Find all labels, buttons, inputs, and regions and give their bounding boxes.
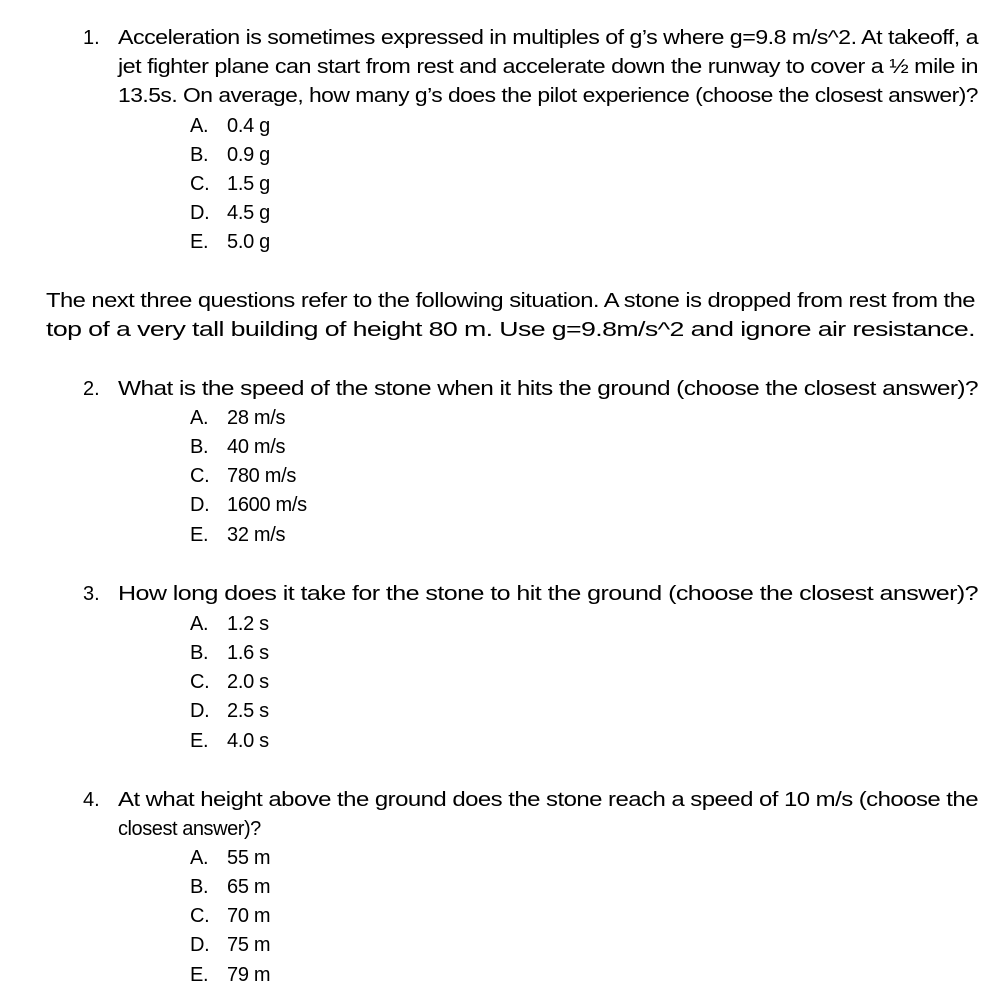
option-value: 1.5 g: [227, 173, 270, 195]
option-letter: E.: [190, 964, 209, 986]
option-value: 70 m: [227, 905, 271, 927]
question-text-line: closest answer)?: [118, 818, 261, 840]
option-letter: B.: [190, 436, 209, 458]
option-value: 5.0 g: [227, 231, 270, 253]
option-value: 28 m/s: [227, 407, 286, 429]
option-letter: D.: [190, 700, 210, 722]
option-value: 0.4 g: [227, 115, 270, 137]
question-number: 4.: [83, 789, 100, 811]
option-letter: A.: [190, 407, 209, 429]
option-letter: A.: [190, 847, 209, 869]
option-value: 75 m: [227, 934, 271, 956]
option-value: 1.6 s: [227, 642, 269, 664]
question-text-line: jet fighter plane can start from rest and accelerate down the runway to cover a ½ mile in: [118, 56, 978, 78]
option-value: 1.2 s: [227, 613, 269, 635]
option-value: 4.5 g: [227, 202, 270, 224]
option-value: 780 m/s: [227, 465, 297, 487]
question-text-line: At what height above the ground does the stone reach a speed of 10 m/s (choose the: [118, 789, 978, 811]
option-value: 40 m/s: [227, 436, 286, 458]
option-letter: E.: [190, 231, 209, 253]
option-letter: D.: [190, 494, 210, 516]
option-value: 55 m: [227, 847, 271, 869]
question-text-line: 13.5s. On average, how many g’s does the pilot experience (choose the closest answer)?: [118, 85, 979, 107]
option-letter: E.: [190, 730, 209, 752]
option-letter: C.: [190, 905, 210, 927]
question-text-line: What is the speed of the stone when it hits the ground (choose the closest answer)?: [118, 378, 979, 400]
question-text-line: How long does it take for the stone to hit the ground (choose the closest answer)?: [118, 583, 978, 605]
option-value: 4.0 s: [227, 730, 269, 752]
question-number: 2.: [83, 378, 100, 400]
option-letter: B.: [190, 642, 209, 664]
option-letter: B.: [190, 876, 209, 898]
option-letter: E.: [190, 524, 209, 546]
option-letter: A.: [190, 115, 209, 137]
option-letter: C.: [190, 173, 210, 195]
question-number: 1.: [83, 27, 100, 49]
option-letter: C.: [190, 465, 210, 487]
option-value: 0.9 g: [227, 144, 270, 166]
option-value: 2.5 s: [227, 700, 269, 722]
option-letter: D.: [190, 202, 210, 224]
situation-text-line: top of a very tall building of height 80 m. Use g=9.8m/s^2 and ignore air resistance.: [46, 319, 975, 341]
option-letter: C.: [190, 671, 210, 693]
situation-text-line: The next three questions refer to the following situation. A stone is dropped from rest from the: [46, 290, 975, 312]
option-value: 79 m: [227, 964, 271, 986]
option-letter: B.: [190, 144, 209, 166]
option-value: 32 m/s: [227, 524, 286, 546]
question-text-line: Acceleration is sometimes expressed in multiples of g’s where g=9.8 m/s^2. At takeoff, a: [118, 27, 978, 49]
option-value: 2.0 s: [227, 671, 269, 693]
option-value: 1600 m/s: [227, 494, 307, 516]
question-number: 3.: [83, 583, 100, 605]
option-letter: A.: [190, 613, 209, 635]
option-value: 65 m: [227, 876, 271, 898]
option-letter: D.: [190, 934, 210, 956]
